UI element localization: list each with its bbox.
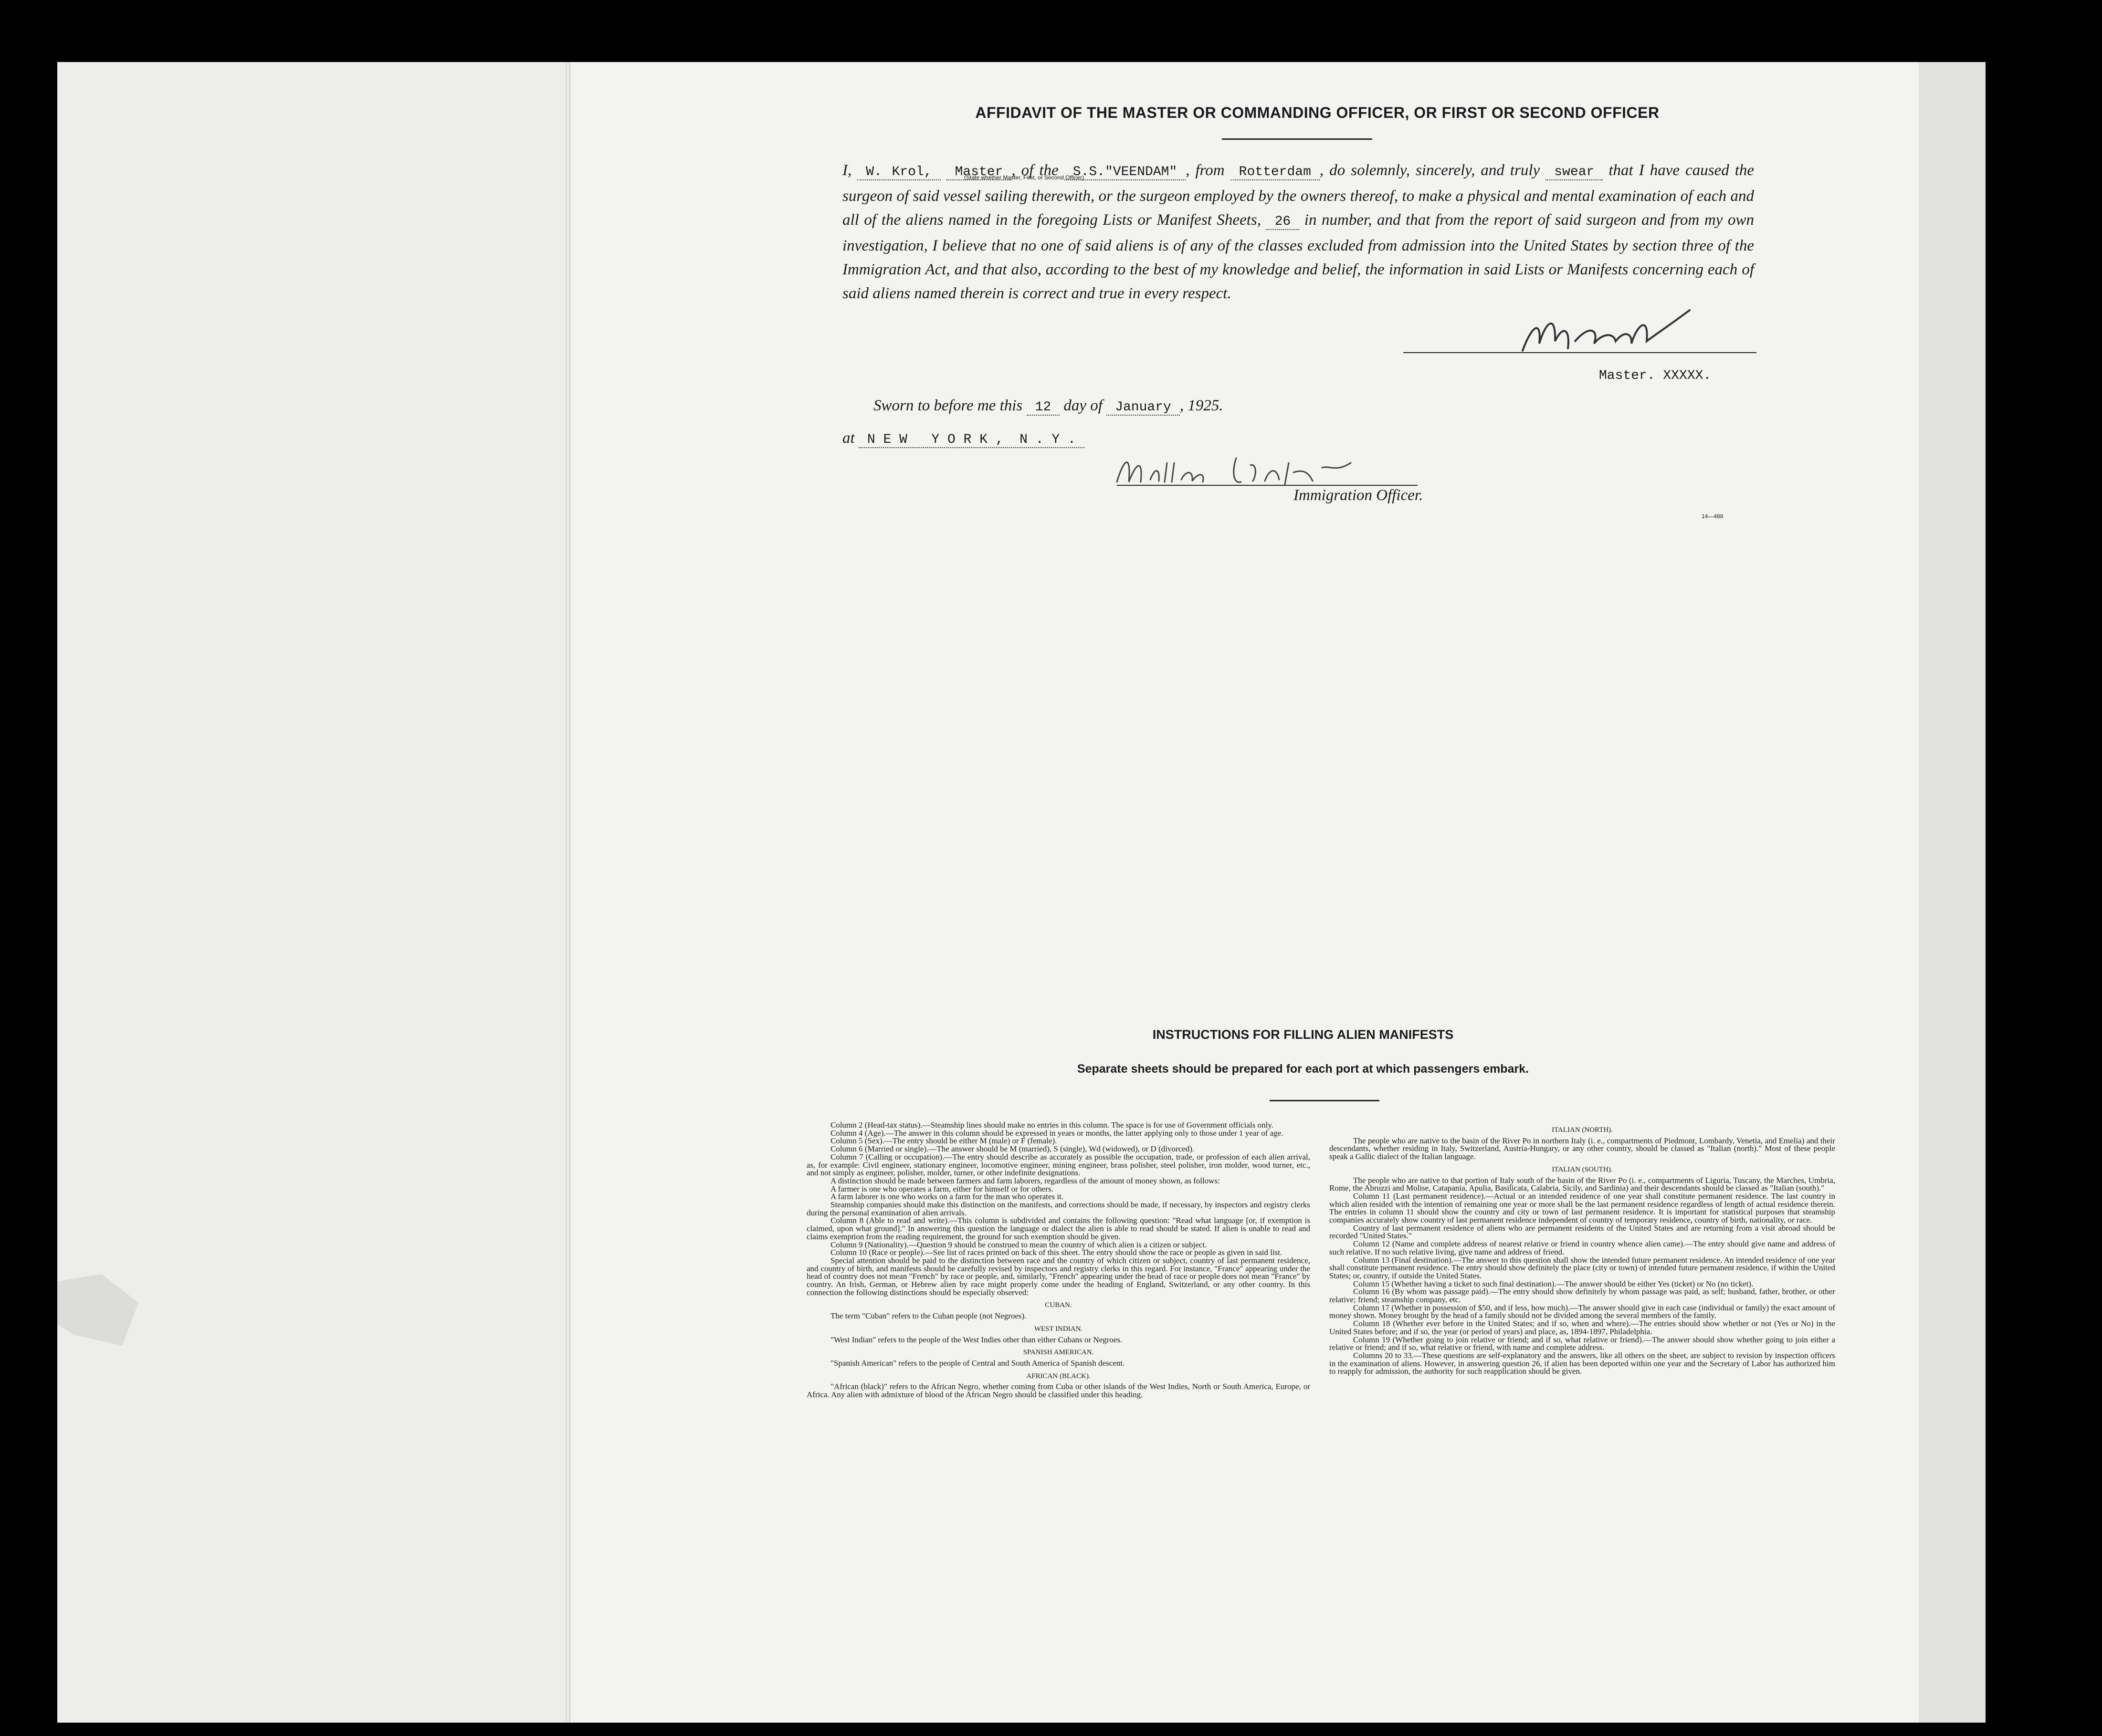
instruction-paragraph: Column 8 (Able to read and write).—This column is subdivided and contains the following question: "Read what language [or, if exemption is claimed, upon what ground]." In answering this question the language or dialect the alien is able to read should be stated. If alien is unable to read and claims exemption from the reading requirement, the ground for such exemption should be given. [807, 1216, 1310, 1241]
binder-hole [2034, 329, 2060, 355]
instruction-paragraph: Column 12 (Name and complete address of nearest relative or friend in country whence alien came).—The entry should give name and address of such relative. If no such relative living, give name and address of friend. [1329, 1239, 1835, 1256]
instruction-paragraph: "West Indian" refers to the people of the West Indies other than either Cubans or Negroes. [830, 1335, 1123, 1344]
signature-rule [1117, 485, 1418, 486]
instruction-paragraph: Column 15 (Whether having a ticket to such final destination).—The answer should be either Yes (ticket) or No (no ticket). [1353, 1279, 1754, 1288]
page-edge-strip [1919, 62, 1986, 1723]
form-number: 14—488 [1702, 513, 1724, 520]
sworn-text: Sworn to before me this [873, 397, 1023, 414]
instruction-paragraph: Column 11 (Last permanent residence).—Actual or an intended residence of one year shall constitute permanent residence. The last country in which alien resided with the intention of remaining one year or more shall be the last permanent residence regardless of length of actual residence therein. The entries in column 11 should show the country and city or town of last permanent residence. It is important for statistical purposes that steamship companies accurately show country of last permanent residence independent of country of temporary residence, country of birth, nationality, or race. [1329, 1191, 1835, 1225]
sworn-month-field: January [1106, 400, 1180, 416]
section-heading: CUBAN. [1045, 1301, 1072, 1309]
master-title: Master. XXXXX. [1599, 368, 1712, 383]
instructions-subtitle: Separate sheets should be prepared for each port at which passengers embark. [1077, 1062, 1529, 1076]
instruction-paragraph: Column 5 (Sex).—The entry should be either M (male) or F (female). [830, 1136, 1057, 1146]
binder-hole [2034, 575, 2060, 601]
instruction-paragraph: Column 16 (By whom was passage paid).—The entry should show definitely by whom passage was paid, as self; husband, father, brother, or other relative; friend; steamship company, etc. [1329, 1287, 1835, 1305]
section-heading: ITALIAN (SOUTH). [1552, 1165, 1613, 1173]
affidavit-text: , from [1186, 162, 1225, 179]
instructions-title: INSTRUCTIONS FOR FILLING ALIEN MANIFESTS [1152, 1027, 1454, 1042]
instruction-paragraph: Country of last permanent residence of aliens who are permanent residents of the United States and are returning from a visit abroad should be recorded "United States." [1329, 1223, 1835, 1241]
affidavit-text: in number, and that from the report of said surgeon and from my own investigation, I believe that no one of said aliens is of any of the classes excluded from admission into the United States by section three of the Immigration Act, and that also, according to the best of my knowledge and belief, the information in said Lists or Manifests concerning each of said aliens named therein is correct and true in every respect. [842, 211, 1754, 302]
port-field: Rotterdam [1230, 165, 1320, 180]
binder-hole [2034, 1109, 2060, 1134]
instructions-rule [1270, 1100, 1379, 1101]
sworn-text: day of [1063, 397, 1103, 414]
master-rank-field: Master [946, 165, 1012, 180]
instruction-paragraph: Column 4 (Age).—The answer in this column should be expressed in years or months, the latter applying only to those under 1 year of age. [830, 1128, 1283, 1138]
binder-hole [2034, 654, 2060, 680]
master-signature [1518, 296, 1699, 367]
sworn-year: 25. [1203, 397, 1223, 414]
page-fold [566, 62, 570, 1723]
instruction-paragraph: Column 13 (Final destination).—The answer to this question shall show the intended future permanent residence. An intended residence of one year shall constitute permanent residence. The entry should show definitely the place (city or town) of intended future permanent residence, if within the United States; or, country, if outside the United States. [1329, 1255, 1835, 1280]
instruction-paragraph: Column 9 (Nationality).—Question 9 should be construed to mean the country of which alien is a citizen or subject. [830, 1240, 1207, 1249]
oath-field: swear [1545, 165, 1603, 180]
binder-hole [2034, 253, 2060, 279]
instruction-paragraph: A farm laborer is one who works on a farm for the man who operates it. [830, 1192, 1064, 1202]
instruction-paragraph: Special attention should be paid to the distinction between race and the country of which citizen or subject, country of last permanent residence, and country of birth, and manifests should be carefully revised by inspectors and registry clerks in this regard. For instance, "France" appearing under the head of country does not mean "French" by race or people, and, similarly, "French" appearing under the head of race or people does not mean "France" by country. An Irish, German, or Hebrew alien by race might properly come under the heading of England, Switzerland, or any other country. In this connection the following distinctions should be especially observed: [807, 1255, 1310, 1297]
binder-hole [2034, 1432, 2060, 1457]
instruction-paragraph: "Spanish American" refers to the people of Central and South America of Spanish descent. [830, 1358, 1125, 1368]
instruction-paragraph: Column 2 (Head-tax status).—Steamship lines should make no entries in this column. The space is for use of Government officials only. [830, 1120, 1273, 1129]
instruction-paragraph: A distinction should be made between farmers and farm laborers, regardless of the amount of money shown, as follows: [830, 1176, 1220, 1185]
instruction-paragraph: The people who are native to the basin of the River Po in northern Italy (i. e., compartments of Piedmont, Lombardy, Venetia, and Emelia) and their descendants, whether residing in Italy, Switzerland, Austria-Hungary, or any other country, should be classed as "Italian (north)." Most of these people speak a Gallic dialect of the Italian language. [1329, 1136, 1835, 1161]
sworn-day-field: 12 [1027, 400, 1060, 416]
location-field: N E W Y O R K , N . Y . [859, 432, 1084, 448]
affidavit-text: , of the [1011, 162, 1059, 179]
ship-name-field: S.S."VEENDAM" [1064, 165, 1186, 180]
at-text: at [842, 429, 855, 447]
section-heading: WEST INDIAN. [1034, 1325, 1083, 1333]
location-line [842, 429, 1084, 447]
officer-title: Immigration Officer. [1293, 487, 1423, 504]
instruction-paragraph: Column 17 (Whether in possession of $50, and if less, how much).—The answer should give in each case (individual or family) the exact amount of money shown. Money brought by the head of a family should not be divided among the several members of the family. [1329, 1303, 1835, 1320]
signature-rule [1403, 352, 1756, 353]
section-heading: SPANISH AMERICAN. [1023, 1349, 1094, 1357]
affidavit-text: , do solemnly, sincerely, and truly [1319, 162, 1540, 179]
sworn-line [873, 397, 1223, 415]
instruction-paragraph: "African (black)" refers to the African Negro, whether coming from Cuba or other islands of the West Indies, North or South America, Europe, or Africa. Any alien with admixture of blood of the African Negro should be classified under this heading. [807, 1382, 1310, 1400]
instruction-paragraph: Columns 20 to 33.—These questions are self-explanatory and the answers, like all others on the sheet, are subject to revision by inspection officers in the examination of aliens. However, in answering question 26, if alien has been deported within one year and the Secretary of Labor has authorized him to reapply for admission, the authority for such reapplication should be given. [1329, 1350, 1835, 1376]
section-heading: ITALIAN (NORTH). [1552, 1126, 1613, 1134]
instruction-paragraph: Column 6 (Married or single).—The answer should be M (married), S (single), Wd (widowed), or D (divorced). [830, 1144, 1195, 1154]
instruction-paragraph: Column 7 (Calling or occupation).—The entry should describe as accurately as possible the occupation, trade, or profession of each alien arrival, as, for example: Civil engineer, stationary engineer, locomotive engineer, mining engineer, brass polisher, steel polisher, iron molder, wood turner, etc., and not simply as engineer, polisher, molder, turner, or other indefinite designations. [807, 1152, 1310, 1178]
affidavit-text: that I have caused the surgeon of said vessel sailing therewith, or the surgeon employed by the owners thereof, to make a physical and mental examination of each and all of the aliens named in the foregoing Lists or Manifest Sheets, [842, 162, 1755, 229]
instruction-paragraph: A farmer is one who operates a farm, either for himself or for others. [830, 1184, 1053, 1193]
sheet-count-field: 26 [1266, 214, 1300, 230]
instruction-paragraph: Column 18 (Whether ever before in the United States; and if so, when and where).—The entries should show whether or not (Yes or No) in the United States before; and if so, the year (or period of years) and place, as, 1894-1897, Philadelphia. [1329, 1319, 1835, 1336]
binder-hole [2034, 1509, 2060, 1535]
binder-hole [2034, 1187, 2060, 1213]
affidavit-title: AFFIDAVIT OF THE MASTER OR COMMANDING OFFICER, OR FIRST OR SECOND OFFICER [975, 104, 1660, 121]
master-name-field: W. Krol, [857, 165, 940, 180]
affidavit-text: I, [842, 162, 852, 179]
instruction-paragraph: The term "Cuban" refers to the Cuban people (not Negroes). [830, 1311, 1027, 1321]
instruction-paragraph: Column 19 (Whether going to join relative or friend; and if so, what relative or friend).—The answer should show whether going to join either a relative or friend; and if so, what relative or friend, with name and complete address. [1329, 1335, 1835, 1352]
instruction-paragraph: The people who are native to that portion of Italy south of the basin of the River Po (i. e., compartments of Liguria, Tuscany, the Marches, Umbria, Rome, the Abruzzi and Molise, Catapania, Apulia, Basilicata, Calabria, Sicily, and Sardinia) and their descendants should be classed as "Italian (south)." [1329, 1175, 1835, 1193]
instructions-right-column [1329, 1121, 1835, 1376]
right-page [570, 62, 1919, 1723]
instruction-paragraph: Column 10 (Race or people).—See list of races printed on back of this sheet. The entry should show the race or people as given in said list. [830, 1248, 1282, 1257]
section-heading: AFRICAN (BLACK). [1026, 1372, 1091, 1380]
instruction-paragraph: Steamship companies should make this distinction on the manifests, and corrections should be made, if necessary, by inspectors and registry clerks during the personal examination of alien arrivals. [807, 1200, 1310, 1217]
title-rule [1222, 138, 1372, 140]
rank-note: (State whether Master, First, or Second Officer) [964, 174, 1084, 181]
left-page [57, 62, 568, 1723]
sworn-text: , 19 [1179, 397, 1204, 414]
instructions-left-column [807, 1121, 1310, 1399]
